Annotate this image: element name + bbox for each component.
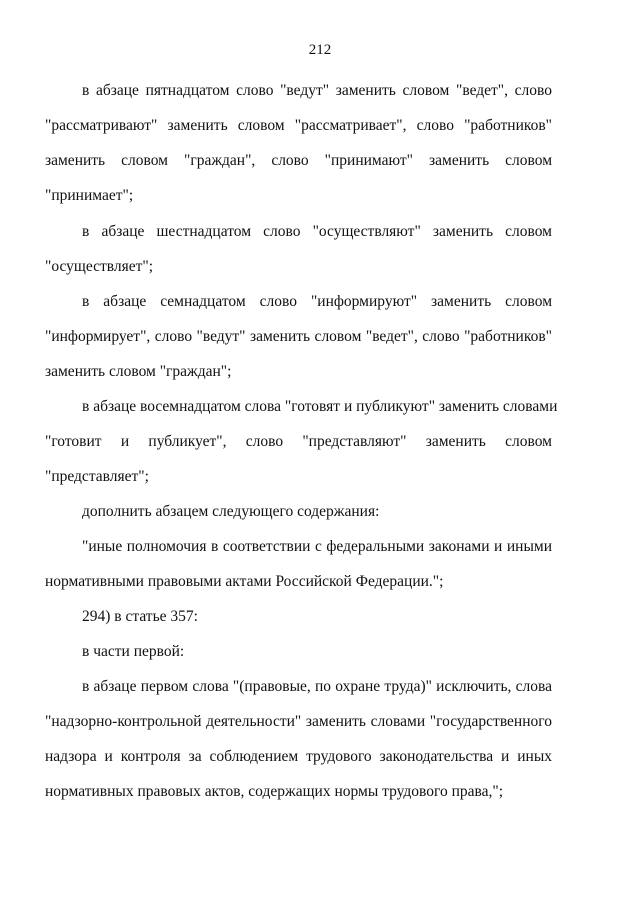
text-line: в абзаце семнадцатом слово "информируют" заменить словом [82,293,552,310]
text-line: дополнить абзацем следующего содержания: [82,503,380,520]
text-line: "рассматривают" заменить словом "рассматривает", слово "работников" [45,117,552,134]
text-line: "иные полномочия в соответствии с федеральными законами и иными [82,538,552,555]
text-line: в части первой: [82,643,185,660]
text-line: заменить словом "граждан", слово "принимают" заменить словом [45,152,552,169]
text-line: в абзаце пятнадцатом слово "ведут" заменить словом "ведет", слово [82,82,552,99]
text-line: "готовит и публикует", слово "представляют" заменить словом [45,433,552,450]
text-line: 294) в статье 357: [82,608,198,625]
text-line: заменить словом "граждан"; [45,363,232,380]
text-line: надзора и контроля за соблюдением трудового законодательства и иных [45,748,552,765]
text-line: "представляет"; [45,468,149,485]
text-line: в абзаце первом слова "(правовые, по охране труда)" исключить, слова [82,678,552,695]
page-number: 212 [308,42,332,58]
text-line: "принимает"; [45,187,134,204]
text-line: в абзаце шестнадцатом слово "осуществляют" заменить словом [82,223,552,240]
text-line: "надзорно-контрольной деятельности" заменить словами "государственного [45,713,552,730]
text-line: "информирует", слово "ведут" заменить словом "ведет", слово "работников" [45,328,552,345]
text-line: в абзаце восемнадцатом слова "готовят и публикуют" заменить словами [82,398,558,415]
text-line: нормативными правовыми актами Российской Федерации."; [45,573,444,590]
text-line: "осуществляет"; [45,258,154,275]
text-line: нормативных правовых актов, содержащих нормы трудового права,"; [45,783,504,800]
